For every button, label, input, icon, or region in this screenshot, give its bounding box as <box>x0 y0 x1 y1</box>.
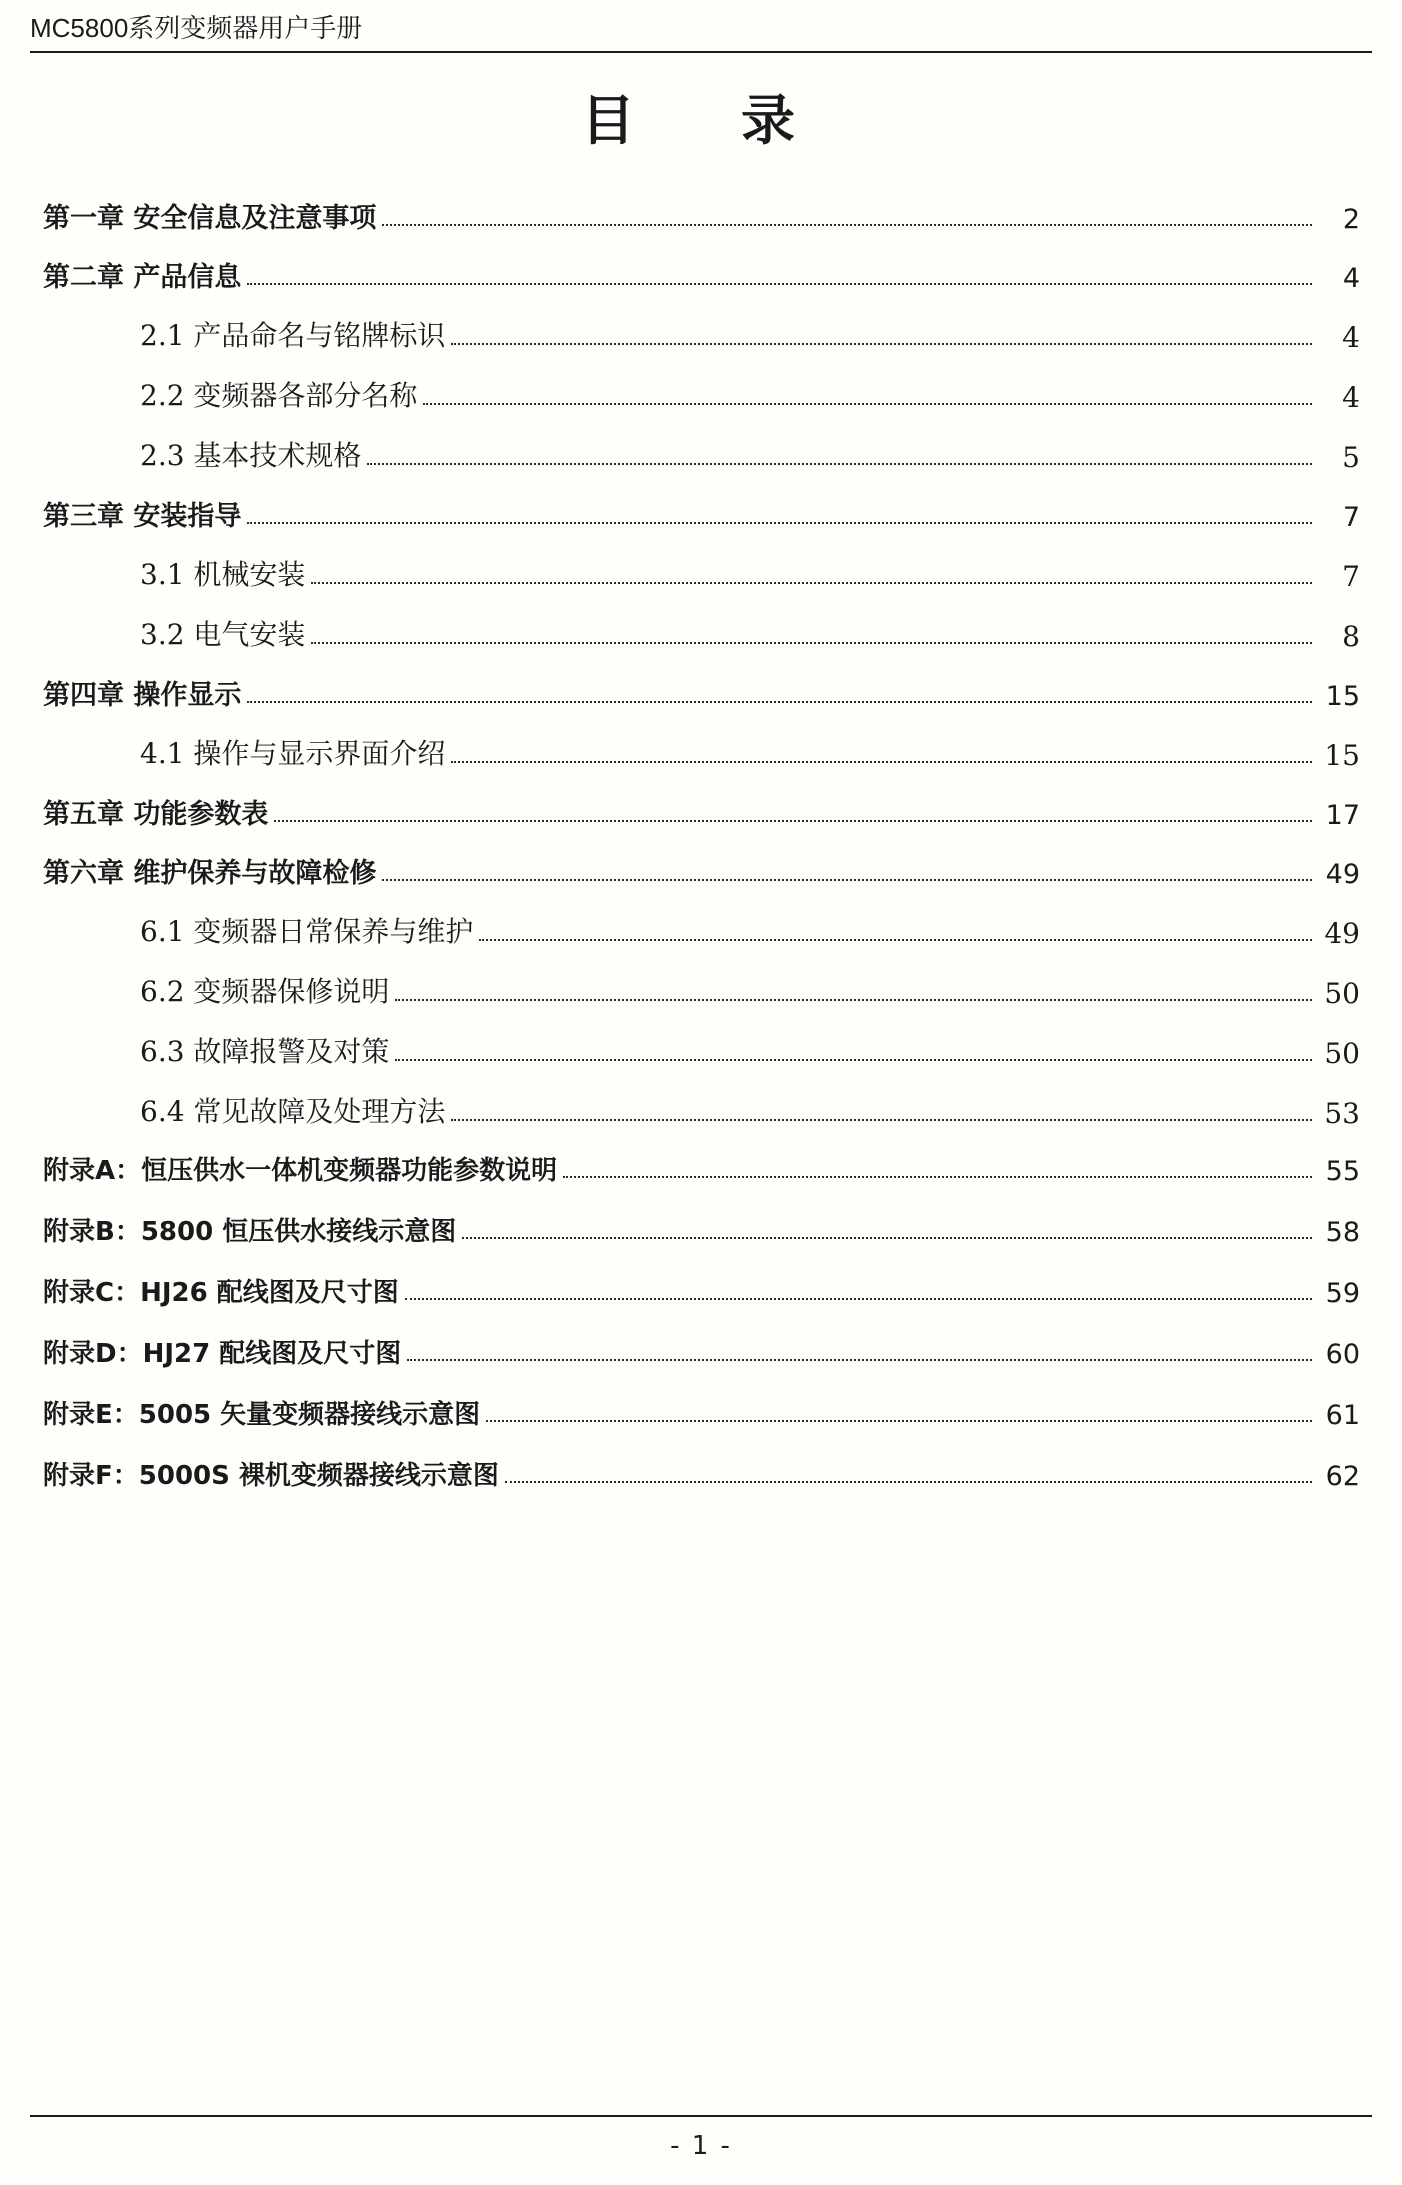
toc-entry-page: 5 <box>1342 441 1360 474</box>
toc-entry-label: 6.4 常见故障及处理方法 <box>140 1095 446 1128</box>
toc-leader-dots <box>367 462 1312 465</box>
toc-entry[interactable] <box>40 851 1360 890</box>
toc-leader-dots <box>382 223 1312 226</box>
toc-entry-label: 附录C：HJ26 配线图及尺寸图 <box>43 1278 399 1308</box>
toc-leader-dots <box>451 1118 1312 1121</box>
toc-entry[interactable] <box>40 196 1360 235</box>
toc-entry[interactable] <box>40 1455 1360 1492</box>
toc-entry[interactable] <box>40 1090 1360 1130</box>
toc-entry-label: 附录E：5005 矢量变频器接线示意图 <box>43 1400 481 1430</box>
toc-entry-label: 第五章 功能参数表 <box>43 799 269 830</box>
toc-entry[interactable] <box>40 314 1360 354</box>
toc-entry[interactable] <box>40 613 1360 653</box>
toc-entry-page: 59 <box>1325 1278 1360 1309</box>
toc-entry-page: 4 <box>1342 263 1360 294</box>
toc-entry[interactable] <box>40 970 1360 1010</box>
toc-leader-dots <box>274 819 1312 822</box>
toc-entry[interactable] <box>40 553 1360 593</box>
toc-entry-page: 61 <box>1325 1400 1360 1431</box>
toc-entry-label: 4.1 操作与显示界面介绍 <box>140 737 446 770</box>
toc-entry-page: 8 <box>1342 620 1360 653</box>
toc-entry[interactable] <box>40 255 1360 294</box>
toc-entry-label: 6.3 故障报警及对策 <box>140 1035 390 1068</box>
toc-entry-label: 2.3 基本技术规格 <box>140 439 362 472</box>
toc-entry[interactable] <box>40 1150 1360 1187</box>
toc-entry-label: 第二章 产品信息 <box>43 262 242 293</box>
toc-leader-dots <box>479 938 1312 941</box>
toc-entry[interactable] <box>40 494 1360 533</box>
toc-entry-page: 7 <box>1342 560 1360 593</box>
toc-entry-page: 53 <box>1324 1097 1360 1130</box>
toc-entry[interactable] <box>40 434 1360 474</box>
toc-entry-label: 2.1 产品命名与铭牌标识 <box>140 319 446 352</box>
toc-leader-dots <box>451 760 1312 763</box>
toc-entry-page: 58 <box>1325 1217 1360 1248</box>
toc-entry-label: 第四章 操作显示 <box>43 680 242 711</box>
toc-entry-label: 附录D：HJ27 配线图及尺寸图 <box>43 1339 402 1369</box>
page-header <box>0 0 1402 59</box>
toc-entry-label: 附录B：5800 恒压供水接线示意图 <box>43 1217 457 1247</box>
toc-entry-page: 62 <box>1325 1461 1360 1492</box>
toc-entry-page: 4 <box>1342 321 1360 354</box>
toc-leader-dots <box>247 282 1312 285</box>
page-number: - 1 - <box>670 2131 732 2161</box>
table-of-contents <box>0 196 1402 1516</box>
toc-leader-dots <box>451 342 1312 345</box>
toc-leader-dots <box>382 878 1312 881</box>
toc-leader-dots <box>505 1480 1312 1483</box>
toc-leader-dots <box>395 1058 1312 1061</box>
running-head: MC5800系列变频器用户手册 <box>30 13 363 43</box>
toc-entry-page: 7 <box>1342 502 1360 533</box>
toc-leader-dots <box>247 700 1312 703</box>
toc-entry[interactable] <box>40 1333 1360 1370</box>
toc-leader-dots <box>405 1297 1312 1300</box>
toc-entry[interactable] <box>40 910 1360 950</box>
toc-entry-page: 50 <box>1324 1037 1360 1070</box>
toc-leader-dots <box>311 581 1312 584</box>
toc-entry-page: 60 <box>1325 1339 1360 1370</box>
toc-entry-label: 第三章 安装指导 <box>43 501 242 532</box>
toc-leader-dots <box>486 1419 1312 1422</box>
toc-entry-page: 2 <box>1342 204 1360 235</box>
toc-entry[interactable] <box>40 1030 1360 1070</box>
toc-entry[interactable] <box>40 374 1360 414</box>
toc-entry[interactable] <box>40 673 1360 712</box>
toc-entry-label: 附录F：5000S 裸机变频器接线示意图 <box>43 1461 499 1491</box>
toc-leader-dots <box>247 521 1312 524</box>
toc-entry-label: 2.2 变频器各部分名称 <box>140 379 418 412</box>
toc-entry[interactable] <box>40 1394 1360 1431</box>
toc-entry[interactable] <box>40 1272 1360 1309</box>
toc-entry-page: 17 <box>1325 800 1360 831</box>
toc-entry-label: 3.1 机械安装 <box>140 558 306 591</box>
toc-entry[interactable] <box>40 1211 1360 1248</box>
header-divider <box>30 51 1372 53</box>
toc-leader-dots <box>563 1175 1312 1178</box>
toc-entry-label: 3.2 电气安装 <box>140 618 306 651</box>
toc-entry-page: 55 <box>1325 1156 1360 1187</box>
toc-entry-page: 50 <box>1324 977 1360 1010</box>
toc-entry-label: 6.2 变频器保修说明 <box>140 975 390 1008</box>
toc-leader-dots <box>311 641 1312 644</box>
page-title: 目 录 <box>581 89 821 152</box>
toc-entry-page: 49 <box>1324 917 1360 950</box>
toc-entry-page: 15 <box>1325 681 1360 712</box>
toc-entry-page: 4 <box>1342 381 1360 414</box>
toc-leader-dots <box>423 402 1312 405</box>
toc-entry-label: 第六章 维护保养与故障检修 <box>43 858 377 889</box>
toc-entry-label: 第一章 安全信息及注意事项 <box>43 203 377 234</box>
page-footer <box>0 2115 1402 2161</box>
toc-entry-page: 49 <box>1325 859 1360 890</box>
toc-entry-page: 15 <box>1324 739 1360 772</box>
toc-entry[interactable] <box>40 792 1360 831</box>
toc-entry-label: 6.1 变频器日常保养与维护 <box>140 915 474 948</box>
toc-leader-dots <box>407 1358 1312 1361</box>
toc-leader-dots <box>395 998 1312 1001</box>
toc-entry[interactable] <box>40 732 1360 772</box>
footer-divider <box>30 2115 1372 2117</box>
toc-entry-label: 附录A：恒压供水一体机变频器功能参数说明 <box>43 1156 558 1186</box>
toc-leader-dots <box>462 1236 1312 1239</box>
